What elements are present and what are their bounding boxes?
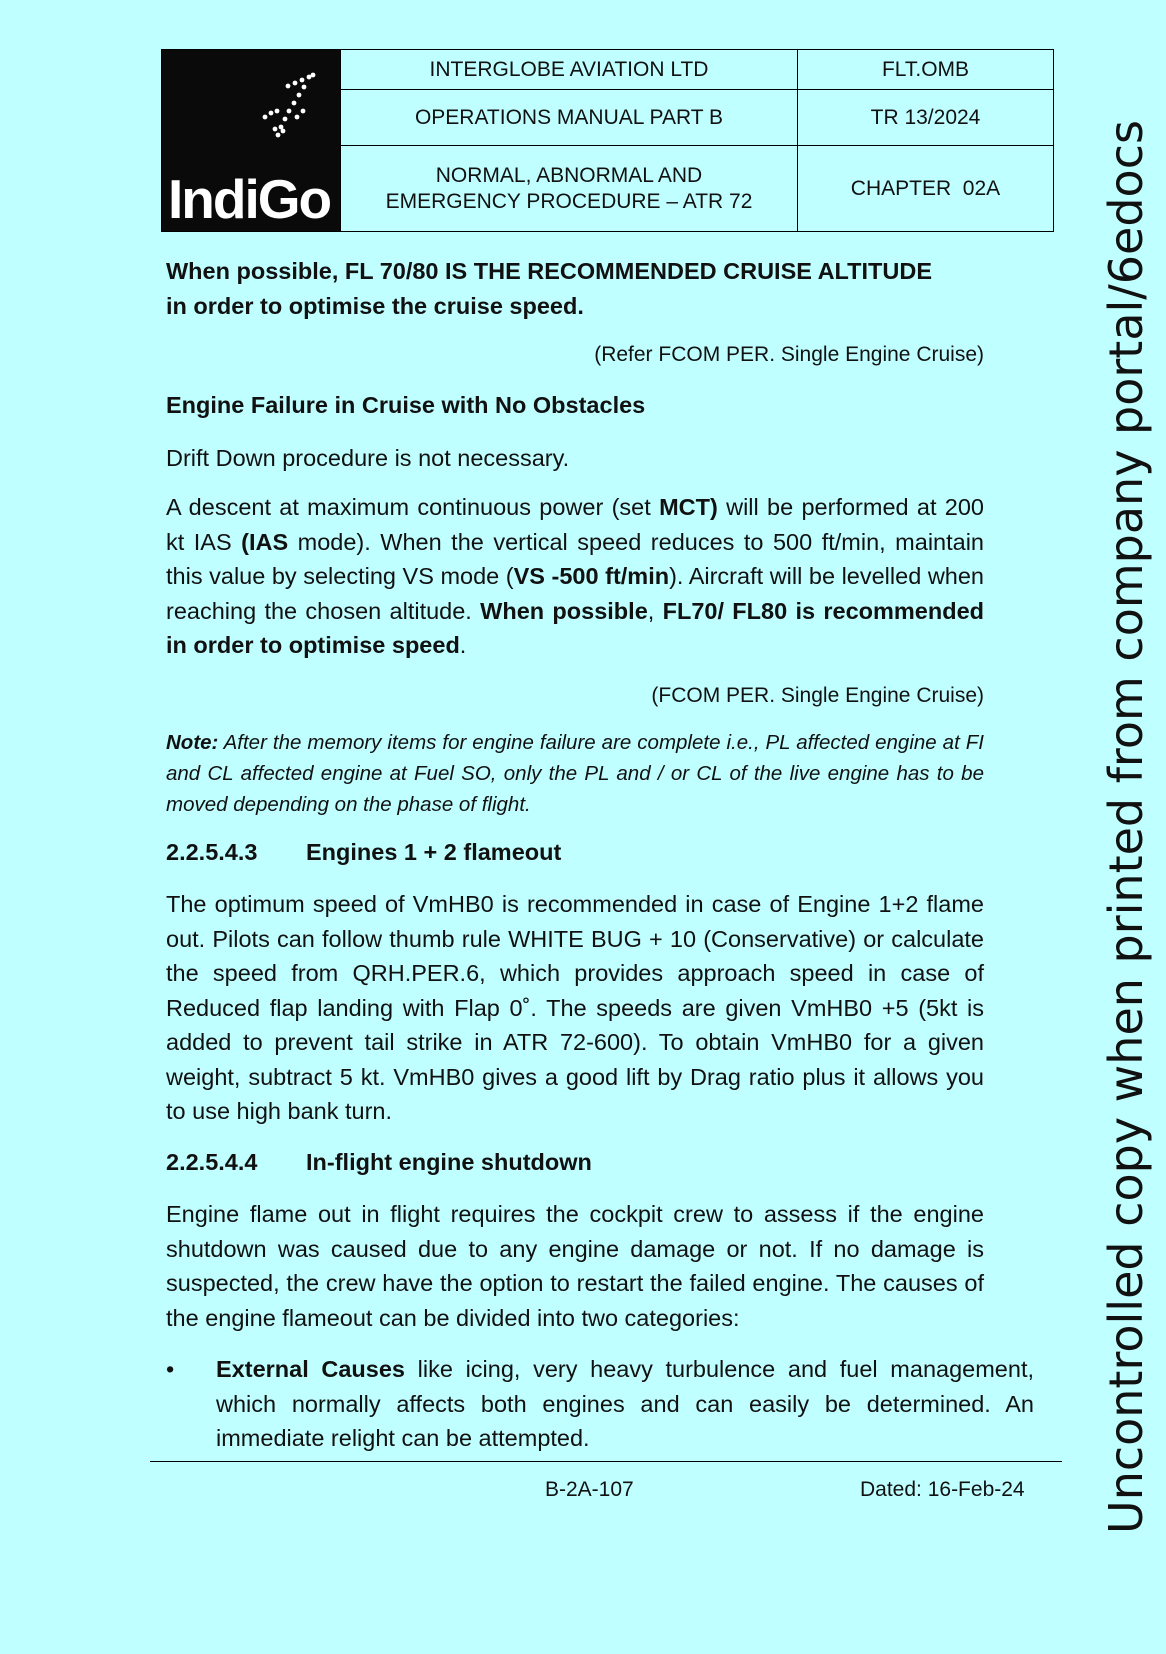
- bullet-text: like icing, very heavy turbulence and fuel management, which normally affects both engines and can easily be determined. An immediate relight can be attempted.: [216, 1356, 1034, 1451]
- descent-bold: FL70/ FL80 is recommended in order to optimise speed: [166, 597, 985, 658]
- descent-text: mode). When the vertical speed reduces to 500 ft/min, maintain this value by selecting VS mode (: [166, 528, 985, 589]
- manual-title-line2: EMERGENCY PROCEDURE – ATR 72: [385, 189, 753, 213]
- note-label: Note:: [166, 731, 219, 754]
- note-text: After the memory items for engine failure are complete i.e., PL affected engine at FI and CL affected engine at Fuel SO, only the PL and / or CL of the live engine has to be moved depending on the phase of flight.: [166, 731, 984, 816]
- note-paragraph: [166, 727, 984, 820]
- bullet-label: External Causes: [216, 1356, 405, 1382]
- section-title: Engines 1 + 2 flameout: [306, 839, 562, 865]
- logo-wordmark: IndiGo: [168, 167, 331, 230]
- descent-text: .: [459, 632, 467, 658]
- descent-text: ,: [647, 597, 663, 624]
- drift-down-text: Drift Down procedure is not necessary.: [166, 445, 570, 471]
- company-logo: [162, 50, 341, 232]
- descent-bold: VS -500 ft/min: [513, 563, 670, 589]
- reference-2: (FCOM PER. Single Engine Cruise): [651, 684, 984, 707]
- list-item: [166, 1352, 1034, 1456]
- company-name: INTERGLOBE AVIATION LTD: [341, 50, 798, 90]
- descent-text: A descent at maximum continuous power (set: [166, 494, 660, 520]
- intro-paragraph: [166, 254, 984, 323]
- document-header-table: [161, 49, 1054, 232]
- manual-title-line1: NORMAL, ABNORMAL AND: [435, 163, 703, 187]
- footer-date: Dated: 16-Feb-24: [860, 1478, 1025, 1501]
- chapter: CHAPTER 02A: [798, 146, 1054, 232]
- bullet-icon: •: [166, 1356, 175, 1382]
- descent-bold: MCT): [659, 494, 718, 520]
- doc-code: FLT.OMB: [798, 50, 1054, 90]
- section-title: In-flight engine shutdown: [306, 1149, 592, 1175]
- manual-name: OPERATIONS MANUAL PART B: [341, 90, 798, 146]
- uncontrolled-copy-watermark: Uncontrolled copy when printed from company portal/6edocs: [1099, 120, 1153, 1534]
- reference-1: (Refer FCOM PER. Single Engine Cruise): [594, 343, 984, 366]
- page-number: B-2A-107: [545, 1478, 634, 1501]
- section-heading-inflight-shutdown: [166, 1147, 984, 1177]
- subheading: Engine Failure in Cruise with No Obstacles: [166, 392, 646, 418]
- plane-dots-icon: [257, 71, 327, 151]
- section-number: 2.2.5.4.4: [166, 1149, 258, 1175]
- descent-bold: When possible: [480, 597, 648, 624]
- revision: TR 13/2024: [798, 90, 1054, 146]
- section-heading-engines-flameout: [166, 837, 984, 867]
- shutdown-paragraph: Engine flame out in flight requires the cockpit crew to assess if the engine shutdown was caused due to any engine damage or not. If no damage is suspected, the crew have the option to restart the failed engine. The causes of the engine flameout can be divided into two categories:: [166, 1201, 984, 1331]
- section-number: 2.2.5.4.3: [166, 839, 258, 865]
- descent-text: will be performed at 200 kt IAS: [166, 494, 984, 555]
- intro-line2: in order to optimise the cruise speed.: [166, 292, 584, 319]
- intro-line1: When possible, FL 70/80 IS THE RECOMMENDED CRUISE ALTITUDE: [166, 258, 933, 284]
- flameout-paragraph: The optimum speed of VmHB0 is recommended in case of Engine 1+2 flame out. Pilots can follow thumb rule WHITE BUG + 10 (Conservative) or calculate the speed from QRH.PER.6, which provides approach speed in case of Reduced flap landing with Flap 0˚. The speeds are given VmHB0 +5 (5kt is added to prevent tail strike in ATR 72-600). To obtain VmHB0 for a given weight, subtract 5 kt. VmHB0 gives a good lift by Drag ratio plus it allows you to use high bank turn.: [166, 891, 984, 1124]
- descent-paragraph: [166, 490, 984, 663]
- manual-title: [341, 146, 798, 232]
- footer-divider: [150, 1461, 1062, 1462]
- descent-text: ). Aircraft will be levelled when reaching the chosen altitude.: [166, 563, 985, 624]
- descent-bold: (IAS: [241, 528, 289, 555]
